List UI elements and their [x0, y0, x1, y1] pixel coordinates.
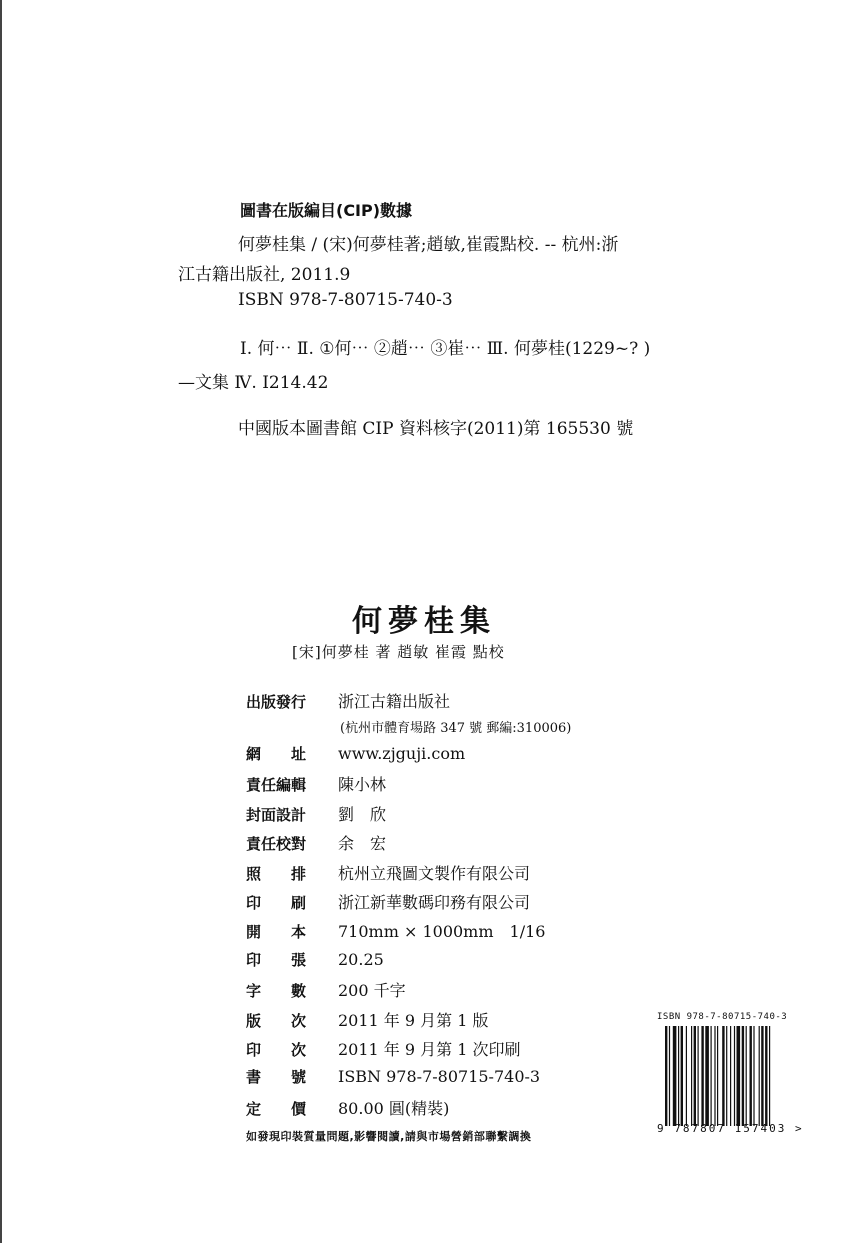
colophon-row [246, 831, 545, 860]
colophon-label: 定 價 [246, 1099, 307, 1118]
cip-line-publisher: 江古籍出版社, 2011.9 [178, 265, 351, 285]
cip-line-classification: —文集 Ⅳ. I214.42 [178, 373, 329, 393]
colophon-row [246, 890, 545, 919]
colophon-row [246, 772, 545, 801]
colophon-label: 責任校對 [246, 835, 307, 854]
colophon-value: 2011 年 9 月第 1 版 [338, 1010, 489, 1030]
colophon [246, 689, 450, 718]
colophon-value: 浙江新華數碼印務有限公司 [338, 892, 531, 912]
colophon-label: 字 數 [246, 982, 307, 1001]
colophon-label: 責任編輯 [246, 776, 307, 795]
colophon-value: 200 千字 [338, 981, 406, 1001]
cip-line-title: 何夢桂集 / (宋)何夢桂著;趙敏,崔霞點校. -- 杭州:浙 [238, 235, 619, 255]
book-byline: [宋]何夢桂 著 趙敏 崔霞 點校 [292, 643, 505, 661]
colophon-value: 710mm × 1000mm 1/16 [338, 922, 546, 942]
colophon-label: 印 張 [246, 950, 307, 969]
colophon-label: 書 號 [246, 1068, 307, 1087]
colophon-row [246, 949, 545, 978]
barcode-isbn-text: ISBN 978-7-80715-740-3 [657, 1012, 788, 1022]
book-title: 何夢桂集 [352, 604, 496, 639]
colophon-label: 出版發行 [246, 693, 307, 711]
colophon-value: www.zjguji.com [338, 744, 466, 763]
cip-line-subjects: Ⅰ. 何⋯ Ⅱ. ①何⋯ ②趙⋯ ③崔⋯ Ⅲ. 何夢桂(1229~? ) [240, 339, 651, 359]
colophon-row [246, 861, 545, 890]
colophon-value: 浙江古籍出版社 [338, 692, 451, 711]
colophon-value: 20.25 [338, 949, 384, 969]
colophon-row [246, 1066, 545, 1095]
colophon-row [246, 743, 545, 772]
colophon-value: 陳小林 [338, 775, 387, 795]
colophon-row [246, 1008, 545, 1037]
barcode-icon [665, 1026, 805, 1126]
colophon-label: 封面設計 [246, 805, 307, 824]
colophon-row-publisher [246, 689, 450, 718]
cip-line-record-number: 中國版本圖書館 CIP 資料核字(2011)第 165530 號 [238, 419, 634, 439]
colophon-row [246, 1096, 545, 1125]
colophon-label: 版 次 [246, 1011, 307, 1030]
colophon-label: 照 排 [246, 864, 307, 883]
quality-notice: 如發現印裝質量問題,影響閱讀,請與市場營銷部聯繫調換 [246, 1130, 532, 1143]
colophon-label: 網 址 [246, 745, 307, 763]
colophon-value: 80.00 圓(精裝) [338, 1098, 450, 1118]
colophon-details [246, 743, 545, 1125]
colophon-label: 印 刷 [246, 893, 307, 912]
colophon-row [246, 1037, 545, 1066]
colophon-value: 余 宏 [338, 834, 387, 854]
cip-line-isbn: ISBN 978-7-80715-740-3 [238, 290, 453, 310]
colophon-row [246, 802, 545, 831]
colophon-value: 杭州立飛圖文製作有限公司 [338, 863, 531, 883]
colophon-value: ISBN 978-7-80715-740-3 [338, 1067, 541, 1087]
colophon-row [246, 919, 545, 948]
colophon-row [246, 978, 545, 1007]
colophon-value: 劉 欣 [338, 804, 387, 824]
colophon-label: 印 次 [246, 1040, 307, 1059]
colophon-label: 開 本 [246, 923, 307, 942]
colophon-value: 2011 年 9 月第 1 次印刷 [338, 1039, 521, 1059]
publisher-address: (杭州市體育場路 347 號 郵編:310006) [340, 721, 572, 736]
barcode-digits: 9 787807 157403 > [657, 1122, 804, 1135]
cip-heading: 圖書在版編目(CIP)數據 [240, 201, 413, 220]
